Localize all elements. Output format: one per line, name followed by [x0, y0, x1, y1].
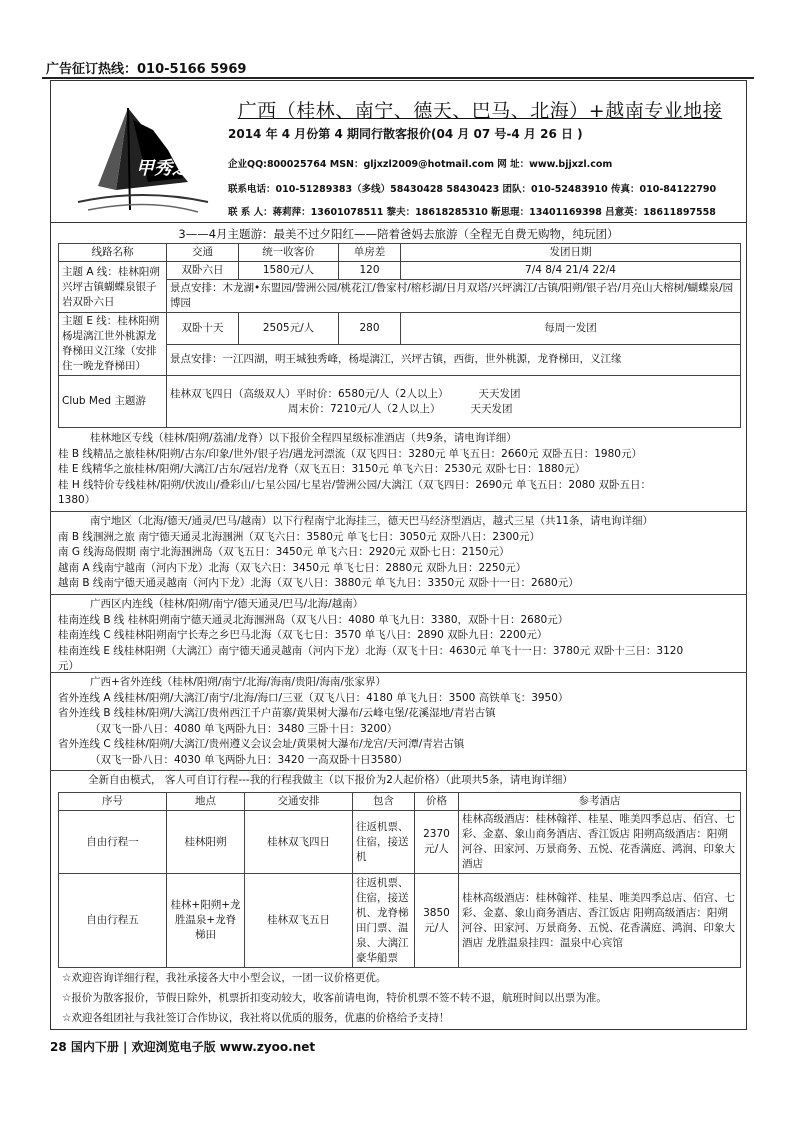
nanning-line: 越南 B 线南宁德天通灵越南（河内下龙）北海（双飞八日：3880元 单飞九日：3350元 双卧十一日：2680元） — [58, 577, 579, 589]
nanning-title: 南宁地区（北海/德天/通灵/巴马/越南）以下行程南宁北海挂三，德天巴马经济型酒店，越式三星（共11条，请电询详细） — [90, 515, 654, 527]
guangxi-line: 桂南连线 E 线桂林阳朔（大漓江）南宁德天通灵越南（河内下龙）北海（双飞十日：4630元 单飞十一日：3780元 双卧十三日：3120 — [58, 644, 684, 657]
nanning-line: 越南 A 线南宁越南（河内下龙）北海（双飞六日：3450元 单飞七日：2880元 双卧九日：2250元） — [58, 561, 527, 574]
free-header-no: 序号 — [59, 793, 167, 811]
note: ☆报价为散客报价，节假日除外，机票折扣变动较大，收客前请电询，特价机票不签不转不退，航班时间以出票为准。 — [62, 992, 607, 1004]
company-title: 广西（桂林、南宁、德天、巴马、北海）+越南专业地接 — [237, 100, 723, 122]
header-transport: 交通 — [167, 244, 239, 262]
header-price: 统一收客价 — [239, 244, 339, 262]
note: ☆欢迎咨询详细行程，我社承接各大中小型会议，一团一议价格更优。 — [62, 972, 387, 984]
province-title: 广西+省外连线（桂林/阳朔/南宁/北海/海南/贵阳/海南/张家界） — [90, 676, 387, 688]
contact-line-qq: 企业QQ:800025764 MSN：gljxzl2009@hotmail.com 网 址：www.bjjxzl.com — [228, 159, 613, 170]
guilin-line: 桂 E 线精华之旅桂林/阳朔/大漓江/古东/冠岩/龙脊（双飞五日：3150元 单飞六日：2530元 双卧七日：1880元） — [58, 463, 586, 475]
guangxi-line: 桂南连线 B 线 桂林阳朔南宁德天通灵北海涠洲岛（双飞八日：4080 单飞九日：3380，双卧十日：2680元） — [58, 613, 569, 626]
free-row-transport: 桂林双飞五日 — [245, 874, 353, 968]
guangxi-line: 桂南连线 C 线桂林阳朔南宁长寿之乡巴马北海（双飞七日：3570 单飞八日：2890 双卧九日：2200元） — [58, 629, 548, 641]
province-line: （双飞一卧八日：4030 单飞两卧九日：3420 一高双卧十日3580） — [90, 753, 408, 766]
club-med-weekday-schedule: 天天发团 — [478, 387, 521, 400]
route-a-single: 120 — [339, 262, 401, 280]
free-row-place: 桂林阳朔 — [167, 811, 245, 874]
free-header-price: 价格 — [415, 793, 459, 811]
ad-hotline: 广告征订热线：010-5166 5969 — [46, 62, 247, 77]
free-row-no: 自由行程五 — [59, 874, 167, 968]
guilin-title: 桂林地区专线（桂林/阳朔/荔浦/龙脊）以下报价全程四星级标准酒店（共9条，请电询详细） — [90, 432, 517, 444]
route-e-single: 280 — [339, 313, 401, 345]
route-e-spots: 景点安排：一江四湖，明王城独秀峰，杨堤漓江，兴坪古镇，西街，世外桃源，龙脊梯田，义江缘 — [167, 344, 741, 376]
divider — [50, 672, 747, 673]
club-med-prices — [167, 376, 741, 428]
header-route: 线路名称 — [59, 244, 167, 262]
guilin-line: 1380） — [58, 494, 96, 506]
nanning-line: 南 G 线海岛假期 南宁北海涠洲岛（双飞五日：3450元 单飞六日：2920元 双卧七日：2150元） — [58, 546, 510, 558]
free-row-hotel: 桂林高级酒店：桂林翰祥、桂星、唯美四季总店、佰宫、七彩、金嘉、象山商务酒店、香江饭店 阳朔高级酒店：阳朔河谷、田家河、万景商务、五悦、花香满庭、鸿润、印象大酒店 — [459, 811, 741, 874]
province-line: 省外连线 B 线桂林/阳朔/大漓江/贵州西江千户苗寨/黄果树大瀑布/云峰屯堡/花溪湿地/青岩古镇 — [58, 707, 496, 719]
nanning-section — [58, 514, 653, 592]
route-a-transport: 双卧六日 — [167, 262, 239, 280]
province-line: 省外连线 C 线桂林/阳朔/大漓江/贵州遵义会议会址/黄果树大瀑布/龙宫/天河潭/青岩古镇 — [58, 738, 465, 750]
route-e-name: 主题 E 线：桂林阳朔杨堤漓江世外桃源龙脊梯田义江缘（安排住一晚龙脊梯田） — [59, 313, 167, 376]
divider — [50, 770, 747, 771]
free-title: 全新自由模式， 客人可自订行程---我的行程我做主（以下报价为2人起价格）（此项共5条，请电询详细） — [88, 774, 573, 786]
route-a-dates: 7/4 8/4 21/4 22/4 — [401, 262, 741, 280]
guilin-section — [58, 431, 651, 509]
issue-title: 2014 年 4 月份第 4 期同行散客报价(04 月 07 号-4 月 26 日 ) — [228, 127, 583, 141]
free-header-include: 包含 — [353, 793, 415, 811]
free-row-place: 桂林+阳朔+龙胜温泉+龙脊梯田 — [167, 874, 245, 968]
free-header-hotel: 参考酒店 — [459, 793, 741, 811]
guangxi-line: 元） — [58, 660, 79, 672]
free-row-transport: 桂林双飞四日 — [245, 811, 353, 874]
divider — [50, 511, 747, 512]
header-dates: 发团日期 — [401, 244, 741, 262]
note: ☆欢迎各组团社与我社签订合作协议，我社将以优质的服务，优惠的价格给予支持！ — [62, 1012, 450, 1024]
free-table — [58, 792, 741, 968]
route-a-name: 主题 A 线：桂林阳朔兴坪古镇蝴蝶泉银子岩双卧六日 — [59, 262, 167, 313]
contact-line-people: 联 系 人：蒋莉萍：13601078511 黎夫：18618285310 靳思琨：13401169398 吕意英：18611897558 — [228, 207, 716, 218]
free-header-place: 地点 — [167, 793, 245, 811]
route-a-spots: 景点安排：木龙湖•东盟园/訾洲公园/桃花江/鲁家村/榕杉湖/日月双塔/兴坪漓江/古镇/阳朔/银子岩/月亮山大榕树/蝴蝶泉/园博园 — [167, 280, 741, 313]
divider — [50, 594, 747, 595]
guangxi-section — [58, 597, 683, 675]
theme-title: 3——4月主题游：最美不过夕阳红——陪着爸妈去旅游（全程无自费无购物，纯玩团） — [178, 227, 619, 241]
route-e-price: 2505元/人 — [239, 313, 339, 345]
route-a-price: 1580元/人 — [239, 262, 339, 280]
province-section — [58, 675, 568, 768]
route-e-dates: 每周一发团 — [401, 313, 741, 345]
header-divider — [50, 222, 747, 223]
guangxi-title: 广西区内连线（桂林/阳朔/南宁/德天通灵/巴马/北海/越南） — [90, 598, 364, 610]
free-row-include: 往返机票、住宿，接送机、龙脊梯田门票、温泉、大漓江豪华船票 — [353, 874, 415, 968]
club-med-weekday: 桂林双飞四日（高级双人）平时价：6580元/人（2人以上） — [170, 387, 449, 400]
free-row-hotel: 桂林高级酒店：桂林翰祥、桂星、唯美四季总店、佰宫、七彩、金嘉、象山商务酒店、香江饭店 阳朔高级酒店：阳朔河谷、田家河、万景商务、五悦、花香满庭、鸿润、印象大酒店 龙胜温泉挂四：温泉中心宾馆 — [459, 874, 741, 968]
sailboat-logo — [58, 90, 228, 230]
free-row-price: 3850元/人 — [415, 874, 459, 968]
top-divider — [42, 77, 754, 79]
guilin-line: 桂 B 线精品之旅桂林/阳朔/古东/印象/世外/银子岩/遇龙河漂流（双飞四日：3280元 单飞五日：2660元 双卧五日：1980元） — [58, 447, 642, 460]
contact-line-phone: 联系电话：010-51289383（多线）58430428 58430423 团队：010-52483910 传真：010-84122790 — [228, 184, 717, 195]
free-row-no: 自由行程一 — [59, 811, 167, 874]
club-med-name: Club Med 主题游 — [59, 376, 167, 428]
header-single: 单房差 — [339, 244, 401, 262]
free-header-transport: 交通安排 — [245, 793, 353, 811]
logo-text: 甲秀之旅 — [136, 158, 208, 179]
club-med-weekend: 周末价：7210元/人（2人以上） — [288, 402, 441, 415]
theme-table — [58, 243, 741, 428]
page-footer: 28 国内下册 | 欢迎浏览电子版 www.zyoo.net — [50, 1040, 316, 1054]
free-row-include: 往返机票、住宿，接送机 — [353, 811, 415, 874]
nanning-line: 南 B 线涠洲之旅 南宁德天通灵北海涠洲（双飞六日：3580元 单飞七日：3050元 双卧八日：2300元） — [58, 530, 541, 543]
guilin-line: 桂 H 线特价专线桂林/阳朔/伏波山/叠彩山/七星公园/七星岩/訾洲公园/大漓江（双飞四日：2690元 单飞五日：2080 双卧五日： — [58, 478, 651, 491]
free-row-price: 2370元/人 — [415, 811, 459, 874]
province-line: 省外连线 A 线桂林/阳朔/大漓江/南宁/北海/海口/三亚（双飞八日：4180 单飞九日：3500 高铁单飞：3950） — [58, 691, 569, 704]
club-med-weekend-schedule: 天天发团 — [470, 402, 513, 415]
province-line: （双飞一卧八日：4080 单飞两卧九日：3480 三卧十日：3200） — [90, 722, 398, 735]
route-e-transport: 双卧十天 — [167, 313, 239, 345]
